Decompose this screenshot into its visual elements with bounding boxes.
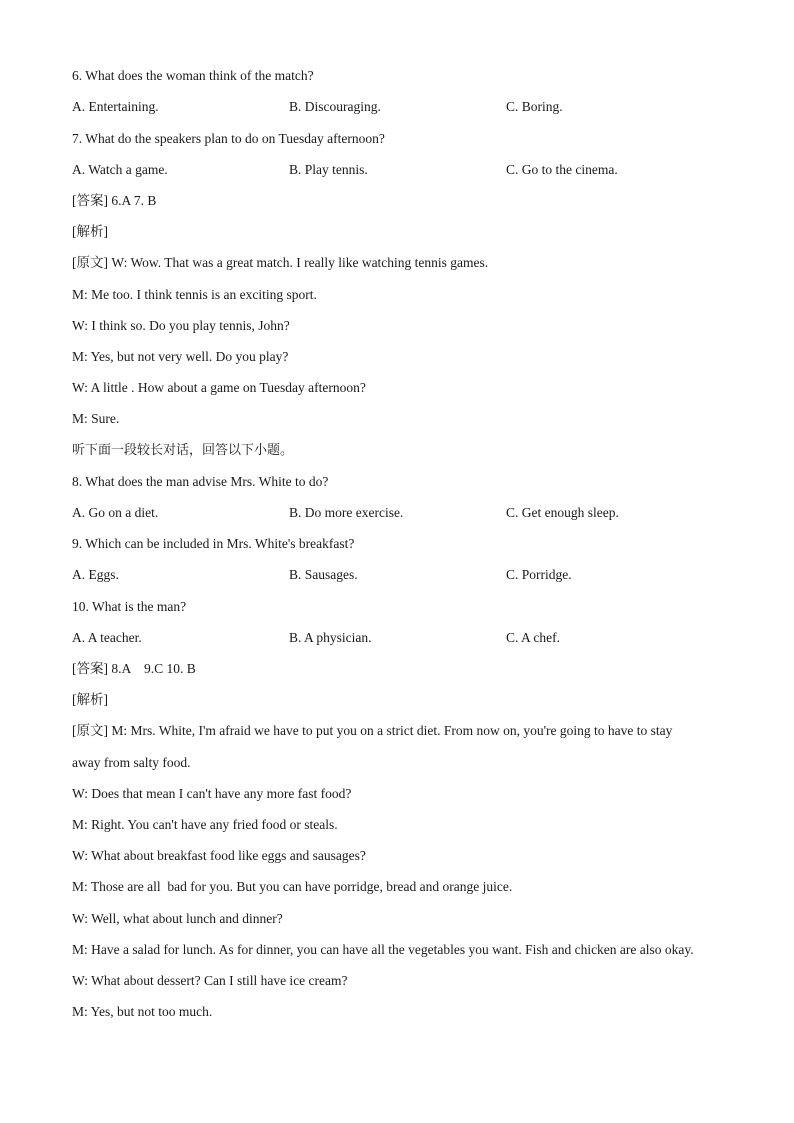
answer-block-1: [答案] 6.A 7. B bbox=[72, 193, 157, 208]
question-7-option-c: C. Go to the cinema. bbox=[506, 162, 618, 177]
transcript-1-line: W: I think so. Do you play tennis, John? bbox=[72, 318, 290, 333]
transcript-1-line: M: Me too. I think tennis is an exciting sport. bbox=[72, 287, 317, 302]
transcript-2-line: W: Well, what about lunch and dinner? bbox=[72, 911, 283, 926]
transcript-2-line: W: What about dessert? Can I still have ice cream? bbox=[72, 973, 348, 988]
transcript-1-line: M: Sure. bbox=[72, 411, 120, 426]
transcript-2-line: W: What about breakfast food like eggs and sausages? bbox=[72, 848, 366, 863]
question-7-option-a: A. Watch a game. bbox=[72, 162, 168, 177]
transcript-2-line: M: Yes, but not too much. bbox=[72, 1004, 213, 1019]
question-9-option-c: C. Porridge. bbox=[506, 567, 572, 582]
question-6-option-b: B. Discouraging. bbox=[289, 99, 381, 114]
question-10-stem: 10. What is the man? bbox=[72, 599, 187, 614]
question-8-stem: 8. What does the man advise Mrs. White to do? bbox=[72, 474, 329, 489]
transcript-2-line: M: Right. You can't have any fried food or steals. bbox=[72, 817, 338, 832]
transcript-2-line: M: Have a salad for lunch. As for dinner, you can have all the vegetables you want. Fish and chicken are also okay. bbox=[72, 942, 694, 957]
transcript-2-line: [原文] M: Mrs. White, I'm afraid we have to put you on a strict diet. From now on, you're going to have to stay bbox=[72, 723, 673, 738]
question-6-option-a: A. Entertaining. bbox=[72, 99, 159, 114]
question-9-option-a: A. Eggs. bbox=[72, 567, 119, 582]
transcript-2-line: W: Does that mean I can't have any more fast food? bbox=[72, 786, 352, 801]
transcript-1-line: M: Yes, but not very well. Do you play? bbox=[72, 349, 289, 364]
transcript-2-line: M: Those are all bad for you. But you can have porridge, bread and orange juice. bbox=[72, 879, 513, 894]
question-9-option-b: B. Sausages. bbox=[289, 567, 358, 582]
transcript-1-line: [原文] W: Wow. That was a great match. I really like watching tennis games. bbox=[72, 255, 489, 270]
question-9-stem: 9. Which can be included in Mrs. White's breakfast? bbox=[72, 536, 355, 551]
question-10-option-c: C. A chef. bbox=[506, 630, 560, 645]
question-8-option-b: B. Do more exercise. bbox=[289, 505, 404, 520]
transcript-2-line: away from salty food. bbox=[72, 755, 191, 770]
question-7-option-b: B. Play tennis. bbox=[289, 162, 368, 177]
analysis-heading-1: [解析] bbox=[72, 224, 108, 239]
question-7-stem: 7. What do the speakers plan to do on Tuesday afternoon? bbox=[72, 131, 385, 146]
question-6-stem: 6. What does the woman think of the match? bbox=[72, 68, 314, 83]
section-instruction: 听下面一段较长对话，回答以下小题。 bbox=[72, 443, 294, 458]
question-8-option-a: A. Go on a diet. bbox=[72, 505, 159, 520]
answer-block-2: [答案] 8.A 9.C 10. B bbox=[72, 661, 196, 676]
analysis-heading-2: [解析] bbox=[72, 692, 108, 707]
question-6-option-c: C. Boring. bbox=[506, 99, 563, 114]
question-8-option-c: C. Get enough sleep. bbox=[506, 505, 619, 520]
question-10-option-b: B. A physician. bbox=[289, 630, 372, 645]
question-10-option-a: A. A teacher. bbox=[72, 630, 142, 645]
transcript-1-line: W: A little . How about a game on Tuesday afternoon? bbox=[72, 380, 366, 395]
